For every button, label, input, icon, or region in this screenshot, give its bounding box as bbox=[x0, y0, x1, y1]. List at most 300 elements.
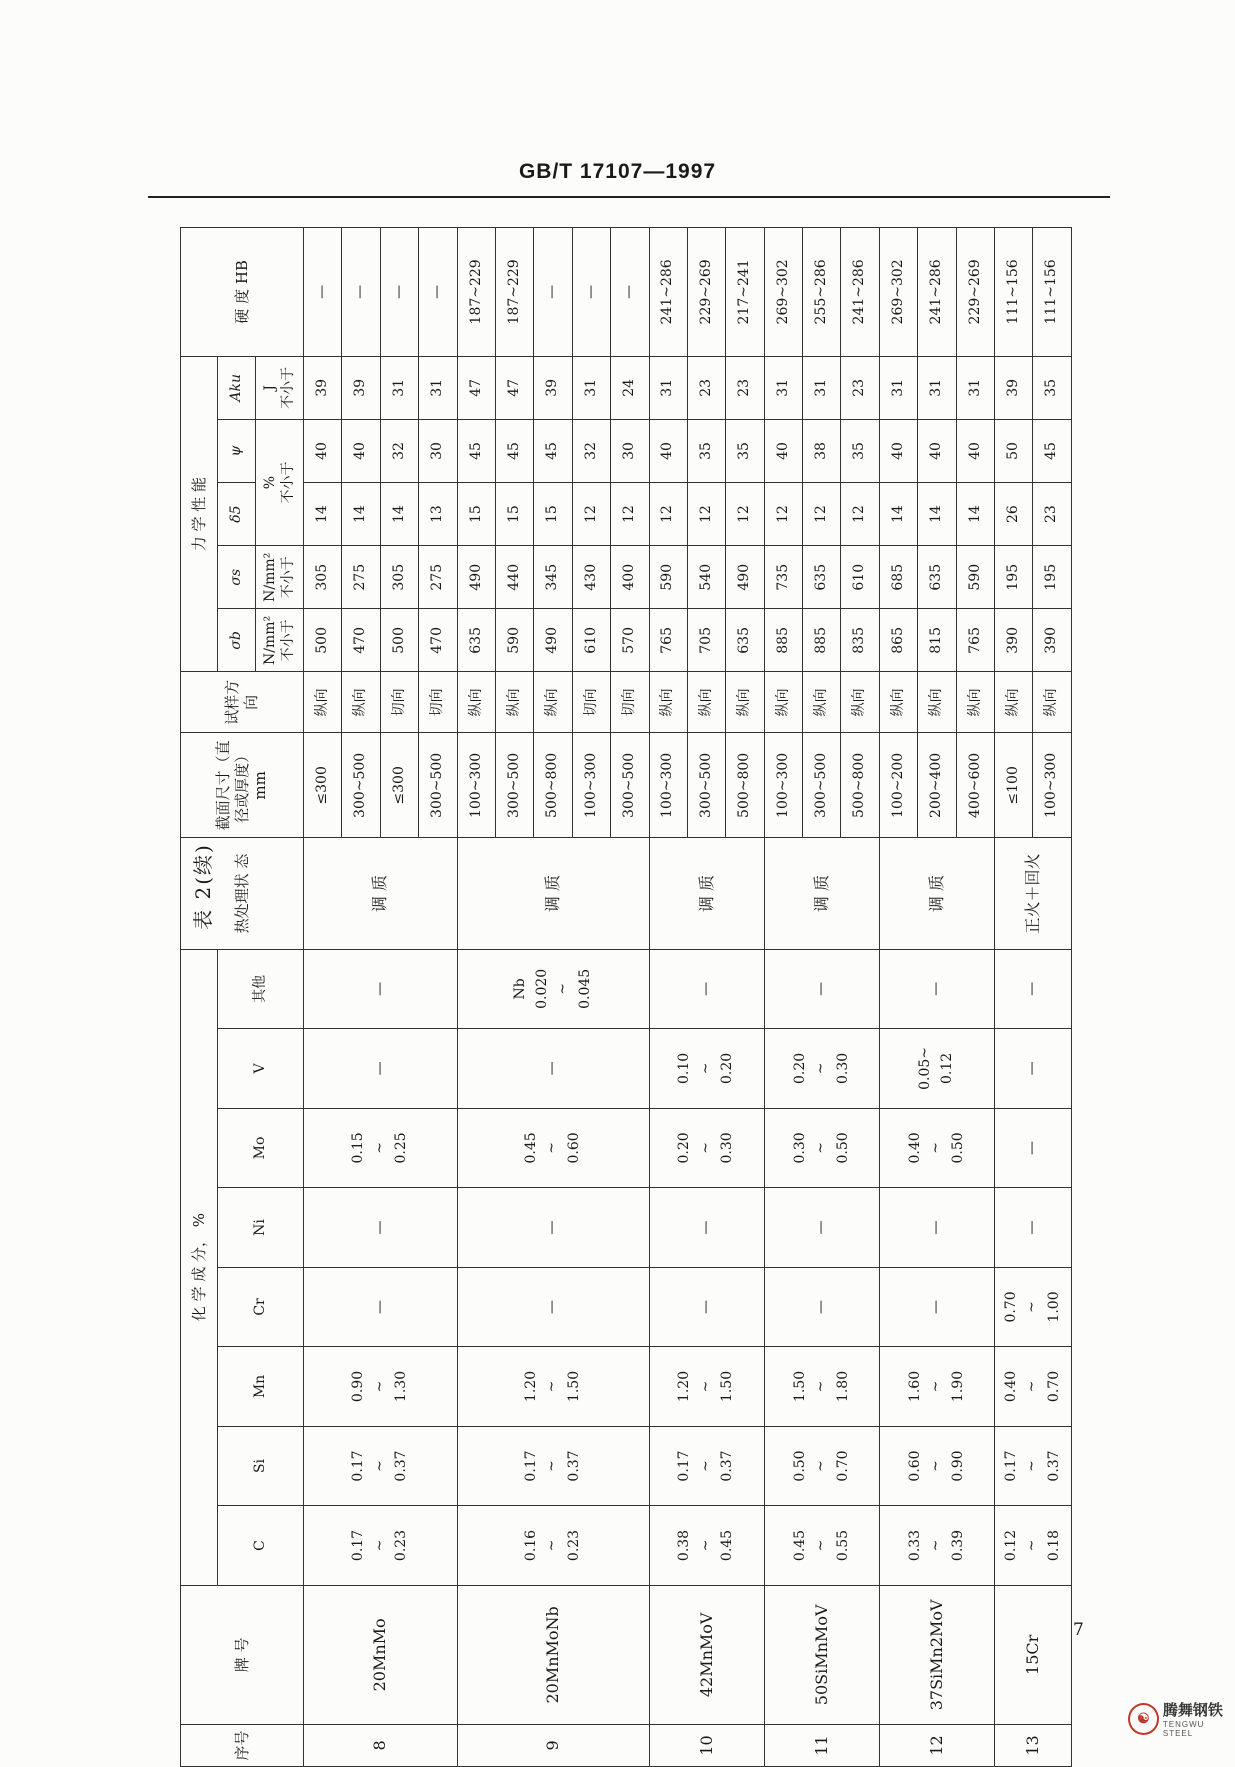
chem-col-mn: Mn bbox=[218, 1347, 304, 1427]
chem-range bbox=[698, 1270, 716, 1345]
d5-cell: 23 bbox=[1033, 483, 1071, 546]
grade-cell: 42MnMoV bbox=[649, 1585, 764, 1724]
chem-range bbox=[350, 1111, 411, 1186]
aku-cell: 39 bbox=[342, 356, 380, 419]
chem-cell-cr bbox=[764, 1267, 879, 1347]
dir-cell: 纵向 bbox=[649, 672, 687, 733]
chem-value: ~ bbox=[371, 1142, 388, 1154]
grade-cell: 50SiMnMoV bbox=[764, 1585, 879, 1724]
chem-cell-si bbox=[764, 1426, 879, 1506]
unit-cell-ss: N/mm² 不小于 bbox=[256, 546, 304, 609]
dir-cell: 纵向 bbox=[879, 672, 917, 733]
chem-cell-ni bbox=[995, 1188, 1072, 1268]
size-cell: 300~500 bbox=[687, 733, 725, 838]
ss-cell: 440 bbox=[495, 546, 533, 609]
size-cell: 100~300 bbox=[649, 733, 687, 838]
hb-cell: 111~156 bbox=[1033, 228, 1071, 357]
size-cell: ≤100 bbox=[995, 733, 1033, 838]
chem-value: 0.37 bbox=[393, 1450, 410, 1482]
sb-cell: 490 bbox=[534, 609, 572, 672]
size-cell: 100~300 bbox=[764, 733, 802, 838]
size-cell: 300~500 bbox=[419, 733, 457, 838]
chem-cell-si bbox=[649, 1426, 764, 1506]
hb-cell: 241~286 bbox=[918, 228, 956, 357]
size-cell: 300~500 bbox=[495, 733, 533, 838]
chem-value: 0.37 bbox=[1045, 1450, 1062, 1482]
chem-value: 0.045 bbox=[576, 968, 593, 1009]
chem-range bbox=[1024, 1031, 1042, 1106]
chem-value: 0.20 bbox=[719, 1052, 736, 1084]
chem-value: 0.30 bbox=[719, 1132, 736, 1164]
sb-cell: 635 bbox=[457, 609, 495, 672]
dir-cell: 切向 bbox=[611, 672, 649, 733]
table-row bbox=[764, 228, 802, 1767]
chem-value: — bbox=[544, 1220, 561, 1235]
chem-value: ~ bbox=[1024, 1301, 1041, 1313]
ss-cell: 590 bbox=[956, 546, 994, 609]
dir-cell: 纵向 bbox=[841, 672, 879, 733]
d5-cell: 12 bbox=[611, 483, 649, 546]
chem-cell-mn bbox=[304, 1347, 458, 1427]
aku-cell: 31 bbox=[380, 356, 418, 419]
chem-range bbox=[350, 1429, 411, 1504]
chem-value: 0.60 bbox=[565, 1132, 582, 1164]
table-row bbox=[304, 228, 342, 1767]
ss-cell: 195 bbox=[995, 546, 1033, 609]
dir-cell: 纵向 bbox=[534, 672, 572, 733]
chem-range bbox=[523, 1349, 584, 1424]
ss-cell: 540 bbox=[687, 546, 725, 609]
size-cell: 500~800 bbox=[726, 733, 764, 838]
dir-cell: 纵向 bbox=[764, 672, 802, 733]
aku-cell: 31 bbox=[879, 356, 917, 419]
chem-value: ~ bbox=[371, 1460, 388, 1472]
table-row bbox=[649, 228, 687, 1767]
ss-cell: 635 bbox=[918, 546, 956, 609]
heat-treatment-cell: 调 质 bbox=[879, 838, 994, 949]
chem-value: 0.10 bbox=[676, 1052, 693, 1084]
chem-value: 0.17 bbox=[1002, 1450, 1019, 1482]
chem-cell-mn bbox=[457, 1347, 649, 1427]
chem-range bbox=[523, 1508, 584, 1583]
chem-range bbox=[676, 1031, 737, 1106]
aku-cell: 23 bbox=[687, 356, 725, 419]
sb-cell: 815 bbox=[918, 609, 956, 672]
chem-range bbox=[1003, 1349, 1064, 1424]
table-head bbox=[181, 228, 304, 1767]
size-cell: 500~800 bbox=[534, 733, 572, 838]
seq-cell: 9 bbox=[457, 1724, 649, 1766]
hb-cell: 241~286 bbox=[649, 228, 687, 357]
psi-cell: 40 bbox=[918, 419, 956, 482]
psi-cell: 40 bbox=[764, 419, 802, 482]
aku-cell: 23 bbox=[841, 356, 879, 419]
chem-value: ~ bbox=[813, 1062, 830, 1075]
ss-cell: 305 bbox=[380, 546, 418, 609]
size-cell: ≤300 bbox=[304, 733, 342, 838]
chem-value: — bbox=[697, 1220, 714, 1235]
chem-value: — bbox=[697, 981, 714, 996]
chem-value: 0.37 bbox=[565, 1450, 582, 1482]
chem-cell-c bbox=[764, 1506, 879, 1586]
chem-value: ~ bbox=[544, 1142, 561, 1154]
psi-cell: 35 bbox=[726, 419, 764, 482]
chem-range bbox=[350, 1508, 411, 1583]
chem-value: — bbox=[1024, 1061, 1041, 1076]
chem-value: 0.15 bbox=[350, 1132, 367, 1164]
chem-cell-mo bbox=[457, 1108, 649, 1188]
chem-value: 0.60 bbox=[906, 1450, 923, 1482]
chem-value: ~ bbox=[1024, 1380, 1041, 1393]
chem-value: ~ bbox=[371, 1380, 388, 1393]
chem-value: ~ bbox=[813, 1460, 830, 1472]
psi-cell: 30 bbox=[611, 419, 649, 482]
dir-cell: 切向 bbox=[419, 672, 457, 733]
chem-cell-ni bbox=[457, 1188, 649, 1268]
chem-range bbox=[372, 1190, 390, 1265]
psi-cell: 32 bbox=[380, 419, 418, 482]
d5-cell: 12 bbox=[803, 483, 841, 546]
dir-cell: 纵向 bbox=[457, 672, 495, 733]
chem-col-v: V bbox=[218, 1029, 304, 1109]
chem-range bbox=[1003, 1270, 1064, 1345]
chem-value: — bbox=[813, 1220, 830, 1235]
ss-cell: 685 bbox=[879, 546, 917, 609]
grade-cell: 20MnMo bbox=[304, 1585, 458, 1724]
size-cell: 100~300 bbox=[457, 733, 495, 838]
aku-cell: 47 bbox=[495, 356, 533, 419]
chem-value: — bbox=[813, 1299, 830, 1314]
chem-cell-other bbox=[764, 949, 879, 1029]
unit-cell-sb: N/mm² 不小于 bbox=[256, 609, 304, 672]
table-rotated-container bbox=[180, 227, 1069, 1767]
psi-cell: 40 bbox=[956, 419, 994, 482]
chem-range bbox=[544, 1190, 562, 1265]
hb-cell: 187~229 bbox=[495, 228, 533, 357]
hb-cell: 241~286 bbox=[841, 228, 879, 357]
chem-value: 0.17 bbox=[350, 1529, 367, 1562]
chem-value: 0.70 bbox=[1002, 1291, 1019, 1323]
aku-cell: 31 bbox=[918, 356, 956, 419]
chem-value: — bbox=[371, 1299, 388, 1314]
chem-cell-cr bbox=[457, 1267, 649, 1347]
chem-range bbox=[1003, 1429, 1064, 1504]
chem-cell-mo bbox=[764, 1108, 879, 1188]
d5-cell: 15 bbox=[495, 483, 533, 546]
chem-cell-v bbox=[764, 1029, 879, 1109]
aku-cell: 39 bbox=[534, 356, 572, 419]
hb-cell: — bbox=[611, 228, 649, 357]
sb-cell: 610 bbox=[572, 609, 610, 672]
chem-value: — bbox=[371, 1061, 388, 1076]
chem-group-header: 化 学 成 分， % bbox=[181, 949, 218, 1585]
mech-col-d5: δ5 bbox=[218, 483, 256, 546]
hb-cell: 187~229 bbox=[457, 228, 495, 357]
chem-value: 0.70 bbox=[1045, 1370, 1062, 1403]
heat-treatment-cell: 调 质 bbox=[649, 838, 764, 949]
chem-value: 1.20 bbox=[522, 1370, 539, 1403]
d5-cell: 14 bbox=[304, 483, 342, 546]
chem-value: 0.50 bbox=[949, 1132, 966, 1164]
d5-cell: 12 bbox=[649, 483, 687, 546]
chem-cell-ni bbox=[764, 1188, 879, 1268]
chem-value: 0.40 bbox=[1002, 1370, 1019, 1403]
chem-cell-mn bbox=[764, 1347, 879, 1427]
chem-range bbox=[928, 952, 946, 1027]
seq-cell: 13 bbox=[995, 1724, 1072, 1766]
chem-range bbox=[907, 1508, 968, 1583]
size-cell: 300~500 bbox=[803, 733, 841, 838]
d5-cell: 13 bbox=[419, 483, 457, 546]
chem-range bbox=[676, 1429, 737, 1504]
chem-value: 0.39 bbox=[949, 1529, 966, 1562]
sb-cell: 765 bbox=[956, 609, 994, 672]
col-hard-header: 硬 度 HB bbox=[181, 228, 304, 357]
dir-cell: 纵向 bbox=[304, 672, 342, 733]
sb-cell: 635 bbox=[726, 609, 764, 672]
chem-value: Nb bbox=[512, 978, 529, 1000]
chem-value: 1.80 bbox=[834, 1370, 851, 1403]
table-row bbox=[457, 228, 495, 1767]
ss-cell: 735 bbox=[764, 546, 802, 609]
chem-range bbox=[512, 952, 594, 1027]
chem-value: — bbox=[928, 1220, 945, 1235]
page-number: 7 bbox=[1073, 1620, 1084, 1640]
chem-cell-si bbox=[457, 1426, 649, 1506]
d5-cell: 14 bbox=[342, 483, 380, 546]
ss-cell: 430 bbox=[572, 546, 610, 609]
chem-cell-mo bbox=[304, 1108, 458, 1188]
chem-cell-mn bbox=[649, 1347, 764, 1427]
chem-cell-v bbox=[649, 1029, 764, 1109]
chem-range bbox=[676, 1111, 737, 1186]
logo-mark-icon: ☯ bbox=[1128, 1703, 1159, 1735]
chem-range bbox=[698, 952, 716, 1027]
chem-range bbox=[917, 1031, 956, 1106]
table-caption: 表 2(续) bbox=[190, 843, 215, 930]
psi-cell: 32 bbox=[572, 419, 610, 482]
d5-cell: 12 bbox=[572, 483, 610, 546]
chem-value: ~ bbox=[697, 1539, 714, 1552]
chem-value: ~ bbox=[813, 1539, 830, 1552]
chem-value: ~ bbox=[697, 1460, 714, 1472]
chem-value: 0.55 bbox=[834, 1529, 851, 1562]
chem-cell-other bbox=[304, 949, 458, 1029]
heat-treatment-cell: 调 质 bbox=[457, 838, 649, 949]
chem-cell-ni bbox=[879, 1188, 994, 1268]
hb-cell: — bbox=[342, 228, 380, 357]
chem-value: 1.20 bbox=[676, 1370, 693, 1403]
d5-cell: 12 bbox=[726, 483, 764, 546]
chem-value: 0.17 bbox=[350, 1450, 367, 1482]
hb-cell: 229~269 bbox=[687, 228, 725, 357]
psi-cell: 45 bbox=[1033, 419, 1071, 482]
chem-range bbox=[372, 1270, 390, 1345]
dir-cell: 纵向 bbox=[918, 672, 956, 733]
aku-cell: 31 bbox=[572, 356, 610, 419]
chem-range bbox=[792, 1429, 853, 1504]
chem-range bbox=[792, 1111, 853, 1186]
sb-cell: 705 bbox=[687, 609, 725, 672]
psi-cell: 38 bbox=[803, 419, 841, 482]
hb-cell: — bbox=[304, 228, 342, 357]
chem-range bbox=[544, 1270, 562, 1345]
aku-cell: 39 bbox=[304, 356, 342, 419]
ss-cell: 195 bbox=[1033, 546, 1071, 609]
ss-cell: 590 bbox=[649, 546, 687, 609]
ss-cell: 305 bbox=[304, 546, 342, 609]
chem-value: 0.23 bbox=[565, 1529, 582, 1562]
chem-value: — bbox=[1024, 1140, 1041, 1155]
chem-range bbox=[792, 1349, 853, 1424]
chem-value: — bbox=[544, 1061, 561, 1076]
logo-en: TENGWU STEEL bbox=[1162, 1720, 1205, 1738]
seq-cell: 11 bbox=[764, 1724, 879, 1766]
chem-value: ~ bbox=[697, 1142, 714, 1154]
grade-cell: 20MnMoNb bbox=[457, 1585, 649, 1724]
col-size-header: 截面尺寸（直径或厚度）mm bbox=[181, 733, 304, 838]
hb-cell: — bbox=[572, 228, 610, 357]
chem-value: 0.16 bbox=[522, 1529, 539, 1562]
chem-range bbox=[813, 1270, 831, 1345]
chem-cell-mn bbox=[995, 1347, 1072, 1427]
chem-range bbox=[523, 1429, 584, 1504]
chem-value: ~ bbox=[544, 1539, 561, 1552]
ss-cell: 490 bbox=[726, 546, 764, 609]
chem-range bbox=[372, 1031, 390, 1106]
aku-cell: 31 bbox=[649, 356, 687, 419]
d5-cell: 14 bbox=[380, 483, 418, 546]
chem-value: 0.12 bbox=[1002, 1529, 1019, 1562]
chem-value: 1.50 bbox=[719, 1370, 736, 1403]
chem-cell-v bbox=[304, 1029, 458, 1109]
chem-value: 1.00 bbox=[1045, 1291, 1062, 1323]
chem-value: ~ bbox=[813, 1142, 830, 1154]
chem-col-si: Si bbox=[218, 1426, 304, 1506]
chem-value: — bbox=[1024, 1220, 1041, 1235]
dir-cell: 纵向 bbox=[956, 672, 994, 733]
chem-value: ~ bbox=[697, 1062, 714, 1075]
chem-value: 0.17 bbox=[522, 1450, 539, 1482]
grade-cell: 37SiMn2MoV bbox=[879, 1585, 994, 1724]
heat-treatment-cell: 调 质 bbox=[764, 838, 879, 949]
chem-cell-si bbox=[879, 1426, 994, 1506]
size-cell: 300~500 bbox=[342, 733, 380, 838]
chem-value: — bbox=[928, 1299, 945, 1314]
table-row bbox=[995, 228, 1033, 1767]
psi-cell: 30 bbox=[419, 419, 457, 482]
psi-cell: 40 bbox=[649, 419, 687, 482]
header-rule bbox=[148, 196, 1110, 198]
d5-cell: 12 bbox=[687, 483, 725, 546]
aku-cell: 31 bbox=[419, 356, 457, 419]
mech-col-sb: σb bbox=[218, 609, 256, 672]
ss-cell: 610 bbox=[841, 546, 879, 609]
chem-range bbox=[813, 952, 831, 1027]
psi-cell: 35 bbox=[687, 419, 725, 482]
chem-value: ~ bbox=[1024, 1460, 1041, 1472]
chem-value: 0.05~ bbox=[917, 1046, 934, 1090]
chem-cell-c bbox=[995, 1506, 1072, 1586]
chem-value: 0.33 bbox=[906, 1529, 923, 1562]
chem-value: 1.30 bbox=[393, 1370, 410, 1403]
chem-cell-v bbox=[995, 1029, 1072, 1109]
chem-range bbox=[676, 1508, 737, 1583]
sb-cell: 390 bbox=[995, 609, 1033, 672]
chem-value: — bbox=[928, 981, 945, 996]
aku-cell: 39 bbox=[995, 356, 1033, 419]
sb-cell: 570 bbox=[611, 609, 649, 672]
chem-range bbox=[676, 1349, 737, 1424]
chem-value: — bbox=[371, 981, 388, 996]
sb-cell: 885 bbox=[764, 609, 802, 672]
grade-cell: 15Cr bbox=[995, 1585, 1072, 1724]
chem-range bbox=[928, 1190, 946, 1265]
size-cell: 400~600 bbox=[956, 733, 994, 838]
d5-cell: 14 bbox=[956, 483, 994, 546]
size-cell: ≤300 bbox=[380, 733, 418, 838]
size-cell: 500~800 bbox=[841, 733, 879, 838]
chem-col-ni: Ni bbox=[218, 1188, 304, 1268]
col-dir-header: 试样方向 bbox=[181, 672, 304, 733]
dir-cell: 纵向 bbox=[687, 672, 725, 733]
size-cell: 200~400 bbox=[918, 733, 956, 838]
hb-cell: 217~241 bbox=[726, 228, 764, 357]
psi-cell: 45 bbox=[534, 419, 572, 482]
d5-cell: 15 bbox=[534, 483, 572, 546]
chem-range bbox=[928, 1270, 946, 1345]
sb-cell: 390 bbox=[1033, 609, 1071, 672]
psi-cell: 50 bbox=[995, 419, 1033, 482]
chem-range bbox=[813, 1190, 831, 1265]
chem-range bbox=[907, 1111, 968, 1186]
ss-cell: 635 bbox=[803, 546, 841, 609]
aku-cell: 47 bbox=[457, 356, 495, 419]
chem-value: 0.23 bbox=[393, 1529, 410, 1562]
chem-cell-other bbox=[995, 949, 1072, 1029]
spec-table bbox=[180, 227, 1072, 1767]
chem-value: 0.50 bbox=[791, 1450, 808, 1482]
chem-value: 0.20 bbox=[676, 1132, 693, 1164]
table-row bbox=[879, 228, 917, 1767]
chem-range bbox=[544, 1031, 562, 1106]
chem-value: ~ bbox=[544, 1460, 561, 1472]
size-cell: 100~300 bbox=[572, 733, 610, 838]
size-cell: 100~300 bbox=[1033, 733, 1071, 838]
hb-cell: 269~302 bbox=[764, 228, 802, 357]
chem-value: ~ bbox=[544, 1380, 561, 1393]
chem-cell-mo bbox=[879, 1108, 994, 1188]
chem-range bbox=[523, 1111, 584, 1186]
chem-cell-ni bbox=[304, 1188, 458, 1268]
col-grade-header: 牌 号 bbox=[181, 1585, 304, 1724]
chem-cell-mn bbox=[879, 1347, 994, 1427]
psi-cell: 45 bbox=[457, 419, 495, 482]
d5-cell: 12 bbox=[764, 483, 802, 546]
chem-value: 0.30 bbox=[791, 1132, 808, 1164]
aku-cell: 35 bbox=[1033, 356, 1071, 419]
chem-value: 0.90 bbox=[350, 1370, 367, 1403]
chem-value: 1.90 bbox=[949, 1370, 966, 1403]
chem-value: ~ bbox=[1024, 1539, 1041, 1552]
heat-treatment-cell: 调 质 bbox=[304, 838, 458, 949]
chem-range bbox=[907, 1429, 968, 1504]
chem-value: ~ bbox=[813, 1380, 830, 1393]
dir-cell: 纵向 bbox=[495, 672, 533, 733]
chem-value: 0.17 bbox=[676, 1450, 693, 1482]
document-header: GB/T 17107—1997 bbox=[518, 160, 717, 183]
psi-cell: 40 bbox=[879, 419, 917, 482]
